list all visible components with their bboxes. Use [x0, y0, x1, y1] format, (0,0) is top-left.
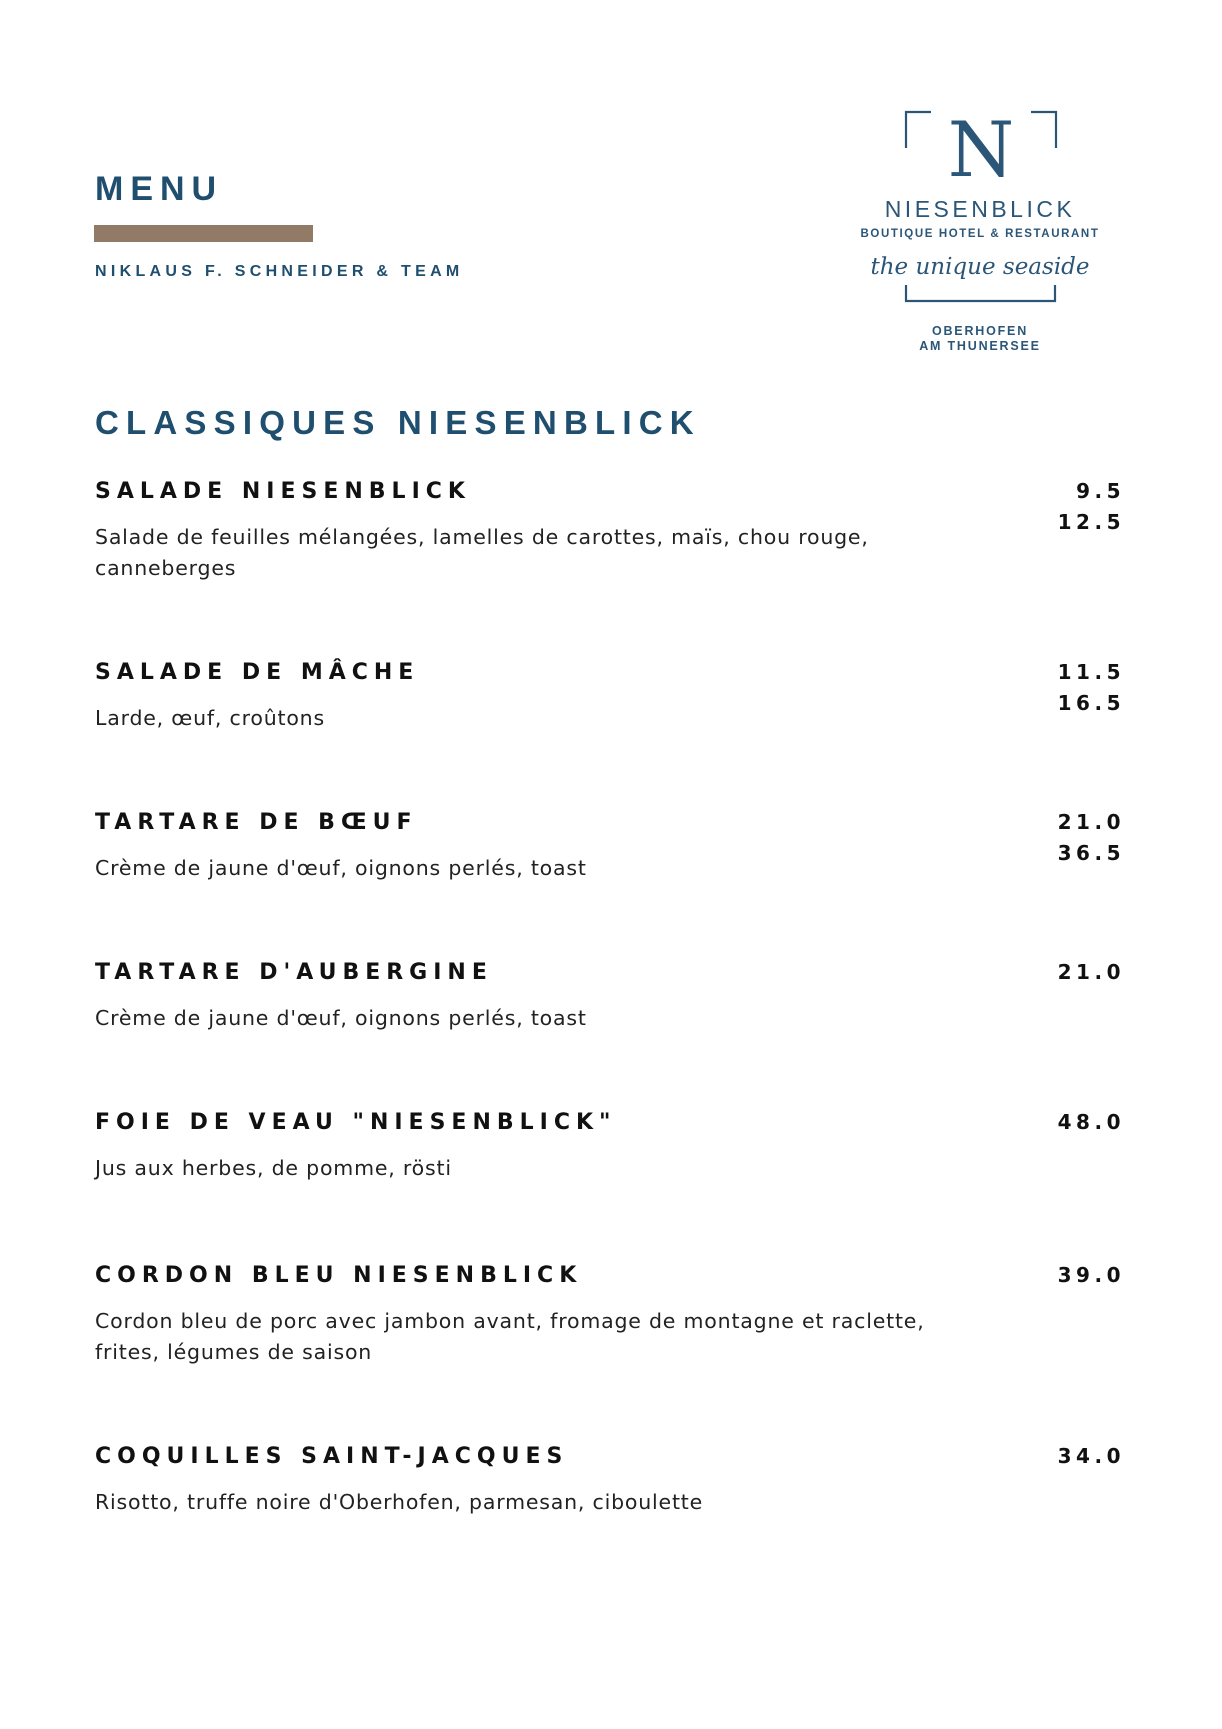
dish-price: 21.0 [1057, 810, 1125, 834]
dish-name: CORDON BLEU NIESENBLICK [95, 1263, 583, 1288]
dish-price: 11.5 [1057, 660, 1125, 684]
logo-location-line2: AM THUNERSEE [919, 339, 1041, 353]
dish-prices [1058, 1265, 1125, 1296]
dish-description: Crème de jaune d'œuf, oignons perlés, toast [95, 856, 587, 880]
dish-prices [1058, 1446, 1125, 1477]
dish-name: FOIE DE VEAU "NIESENBLICK" [95, 1110, 617, 1135]
accent-bar [94, 225, 313, 242]
dish-description: Risotto, truffe noire d'Oberhofen, parmesan, ciboulette [95, 1490, 704, 1514]
dish-description: Cordon bleu de porc avec jambon avant, fromage de montagne et raclette, frites, légumes de saison [95, 1309, 925, 1364]
dish-price: 12.5 [1057, 510, 1125, 534]
dish-price: 36.5 [1057, 841, 1125, 865]
menu-title: MENU [95, 170, 224, 208]
dish-name: TARTARE DE BŒUF [95, 810, 418, 835]
dish-description: Larde, œuf, croûtons [95, 706, 325, 730]
dish-prices [1058, 812, 1125, 874]
dish-prices [1058, 662, 1125, 724]
chef-credit: NIKLAUS F. SCHNEIDER & TEAM [95, 263, 464, 280]
dish-description: Jus aux herbes, de pomme, rösti [95, 1156, 452, 1180]
dish-name: COQUILLES SAINT-JACQUES [95, 1444, 569, 1469]
dish-price: 34.0 [1057, 1444, 1125, 1468]
dish-description: Salade de feuilles mélangées, lamelles de carottes, maïs, chou rouge, canneberges [95, 525, 869, 580]
dish-price: 16.5 [1057, 691, 1125, 715]
logo-tagline: the unique seaside [870, 254, 1090, 280]
dish-prices [1058, 962, 1125, 993]
dish-price: 48.0 [1057, 1110, 1125, 1134]
logo-name: NIESENBLICK [884, 196, 1076, 222]
section-title: CLASSIQUES NIESENBLICK [95, 404, 701, 441]
hotel-logo [840, 108, 1120, 358]
dish-name: SALADE NIESENBLICK [95, 479, 471, 504]
dish-prices [1058, 481, 1125, 543]
dish-description: Crème de jaune d'œuf, oignons perlés, toast [95, 1006, 587, 1030]
dish-prices [1058, 1112, 1125, 1143]
logo-letter: N [947, 108, 1015, 194]
logo-subtitle: BOUTIQUE HOTEL & RESTAURANT [860, 228, 1100, 240]
dish-name: SALADE DE MÂCHE [95, 660, 420, 685]
dish-price: 39.0 [1057, 1263, 1125, 1287]
logo-location-line1: OBERHOFEN [931, 324, 1029, 338]
dish-name: TARTARE D'AUBERGINE [95, 960, 493, 985]
dish-price: 21.0 [1057, 960, 1125, 984]
dish-price: 9.5 [1076, 479, 1125, 503]
